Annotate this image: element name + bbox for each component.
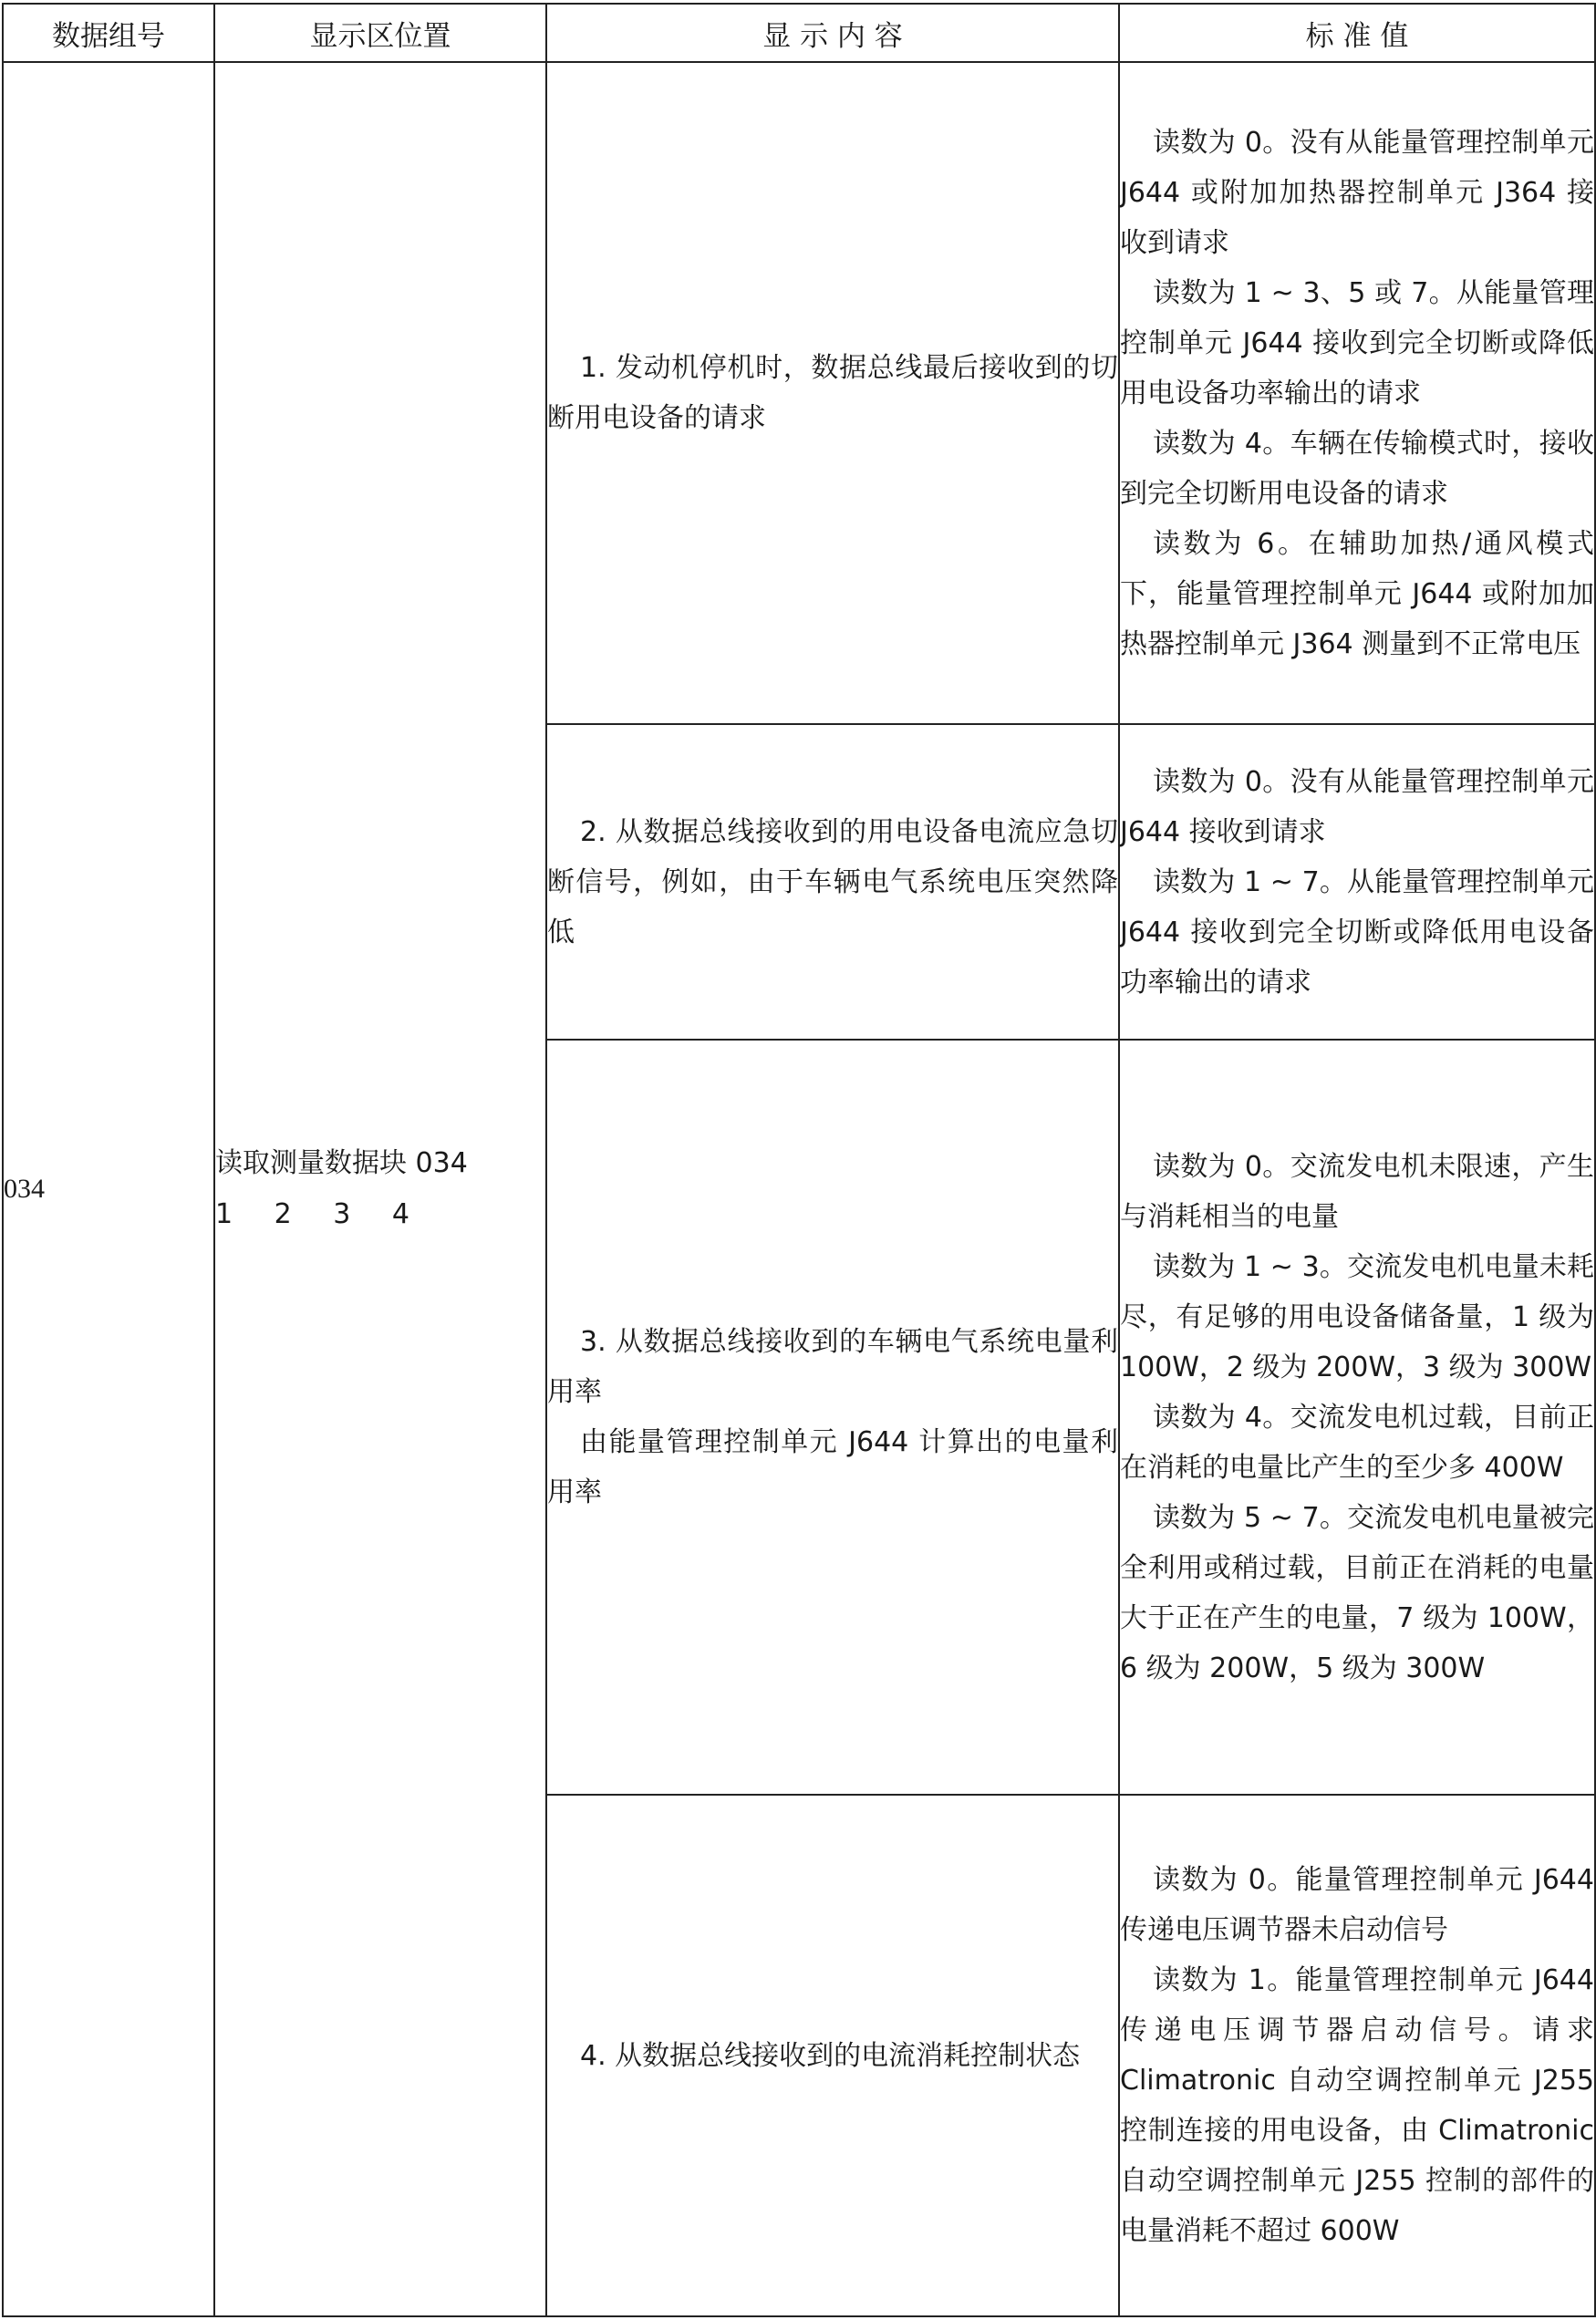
header-display-content: 显 示 内 容 [546,4,1119,62]
standard-paragraph: 读数为 6。在辅助加热/通风模式下，能量管理控制单元 J644 或附加加热器控制单元 J364 测量到不正常电压 [1120,527,1594,660]
standard-paragraph: 读数为 0。没有从能量管理控制单元 J644 或附加加热器控制单元 J364 接收到请求 [1120,126,1594,259]
content-cell-4 [546,1795,1119,2316]
group-number-cell: 034 [3,62,214,2316]
table-header-row [3,4,1595,62]
standard-paragraph: 读数为 1 ~ 3、5 或 7。从能量管理控制单元 J644 接收到完全切断或降低用电设备功率输出的请求 [1120,276,1594,409]
measurement-data-table [2,3,1596,2317]
content-paragraph: 4. 从数据总线接收到的电流消耗控制状态 [580,2039,1081,2072]
display-position-line1: 读取测量数据块 034 [215,1147,468,1179]
content-cell-3 [546,1040,1119,1795]
standard-paragraph: 读数为 1 ~ 7。从能量管理控制单元 J644 接收到完全切断或降低用电设备功率输出的请求 [1120,865,1594,999]
standard-paragraph: 读数为 5 ~ 7。交流发电机电量被完全利用或稍过载，目前正在消耗的电量大于正在产生的电量，7 级为 100W，6 级为 200W，5 级为 300W [1120,1501,1594,1684]
standard-paragraph: 读数为 4。车辆在传输模式时，接收到完全切断用电设备的请求 [1120,427,1594,510]
content-cell-2 [546,724,1119,1040]
content-paragraph: 1. 发动机停机时，数据总线最后接收到的切断用电设备的请求 [547,352,1118,434]
content-paragraph: 2. 从数据总线接收到的用电设备电流应急切断信号，例如，由于车辆电气系统电压突然降低 [547,815,1118,948]
standard-paragraph: 读数为 0。交流发电机未限速，产生与消耗相当的电量 [1120,1150,1594,1233]
standard-paragraph: 读数为 1 ~ 3。交流发电机电量未耗尽，有足够的用电设备储备量，1 级为 100W，2 级为 200W，3 级为 300W [1120,1250,1594,1383]
content-paragraph: 3. 从数据总线接收到的车辆电气系统电量利用率 [547,1326,1118,1408]
standard-paragraph: 读数为 1。能量管理控制单元 J644 传递电压调节器启动信号。请求 Climatronic 自动空调控制单元 J255 控制连接的用电设备，由 Climatronic 自动空调控制单元 J255 控制的部件的电量消耗不超过 600W [1120,1964,1594,2247]
standard-cell-1 [1119,62,1595,724]
header-display-position: 显示区位置 [214,4,546,62]
header-group-number: 数据组号 [3,4,214,62]
standard-cell-3 [1119,1040,1595,1795]
header-standard-value: 标 准 值 [1119,4,1595,62]
standard-paragraph: 读数为 0。没有从能量管理控制单元 J644 接收到请求 [1120,765,1594,848]
standard-cell-4 [1119,1795,1595,2316]
standard-cell-2 [1119,724,1595,1040]
display-position-line2: 1 2 3 4 [215,1198,426,1230]
content-cell-1 [546,62,1119,724]
display-position-cell [214,62,546,2316]
standard-paragraph: 读数为 4。交流发电机过载，目前正在消耗的电量比产生的至少多 400W [1120,1401,1594,1484]
standard-paragraph: 读数为 0。能量管理控制单元 J644 传递电压调节器未启动信号 [1120,1864,1594,1946]
table-row [3,62,1595,724]
content-paragraph: 由能量管理控制单元 J644 计算出的电量利用率 [547,1426,1118,1508]
